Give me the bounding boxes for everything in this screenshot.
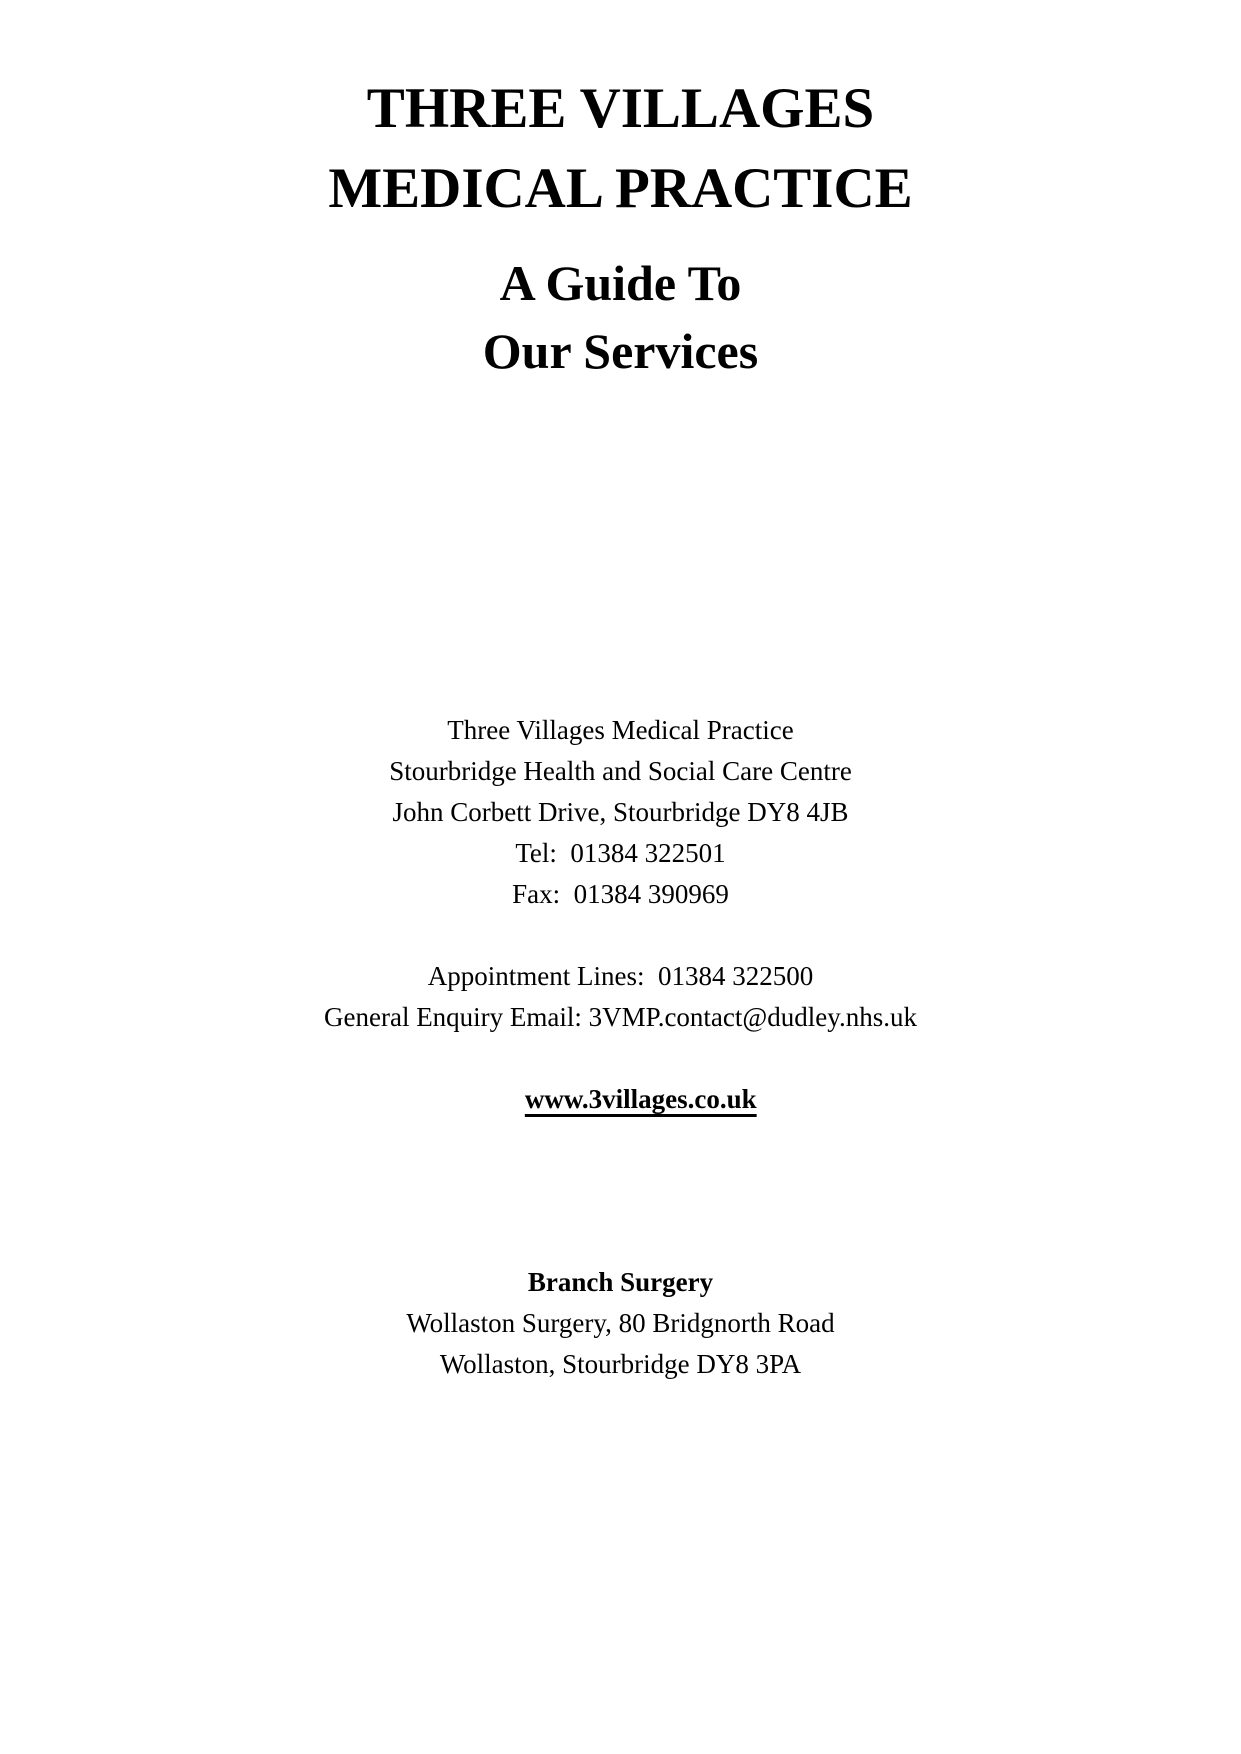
practice-title-line-1: THREE VILLAGES <box>366 77 875 140</box>
practice-telephone: Tel: 01384 322501 <box>515 838 726 868</box>
guide-subtitle-line-1: A Guide To <box>499 255 742 311</box>
practice-title <box>0 69 1241 229</box>
branch-surgery-address-line-2: Wollaston, Stourbridge DY8 3PA <box>439 1349 802 1379</box>
practice-building: Stourbridge Health and Social Care Centre <box>389 756 852 786</box>
general-enquiry-email: General Enquiry Email: 3VMP.contact@dudley.nhs.uk <box>324 1002 917 1032</box>
main-surgery-contact-block <box>0 956 1241 1161</box>
guide-subtitle <box>0 249 1241 385</box>
branch-surgery-address-line-1: Wollaston Surgery, 80 Bridgnorth Road <box>406 1308 835 1338</box>
website-link[interactable]: www.3villages.co.uk <box>524 1084 757 1114</box>
practice-fax: Fax: 01384 390969 <box>512 879 729 909</box>
practice-name: Three Villages Medical Practice <box>447 715 794 745</box>
branch-surgery-block <box>0 1262 1241 1385</box>
main-surgery-address-block <box>0 710 1241 915</box>
branch-surgery-heading: Branch Surgery <box>527 1267 714 1297</box>
appointment-lines: Appointment Lines: 01384 322500 <box>427 961 814 991</box>
guide-subtitle-line-2: Our Services <box>482 323 759 379</box>
practice-street-address: John Corbett Drive, Stourbridge DY8 4JB <box>392 797 849 827</box>
practice-title-line-2: MEDICAL PRACTICE <box>328 157 913 220</box>
